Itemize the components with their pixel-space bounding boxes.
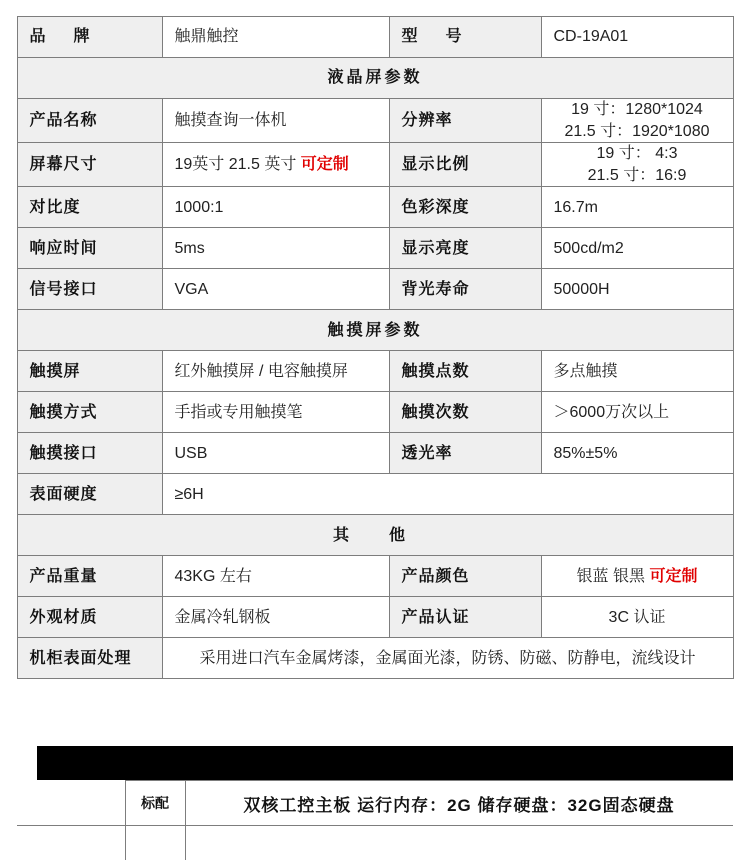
table-row: [17, 826, 733, 860]
value-product-color-text: 银蓝 银黑: [577, 568, 645, 585]
black-banner-bar: [37, 746, 733, 780]
label-aspect-ratio: 显示比例: [389, 143, 541, 187]
table-row: [17, 269, 733, 310]
label-certification: 产品认证: [389, 597, 541, 638]
section-title-touch: 触摸屏参数: [17, 310, 733, 351]
value-touch-count: ＞6000万次以上: [541, 392, 733, 433]
label-cabinet-surface-treatment: 机柜表面处理: [17, 638, 162, 679]
value-aspect-ratio-line1: 19 寸： 4:3: [554, 143, 721, 165]
value-product-color-custom-badge: 可定制: [649, 568, 697, 585]
model-value: CD-19A01: [541, 17, 733, 58]
config-spacer-cell: [17, 781, 125, 826]
bottom-config-section: [17, 746, 733, 860]
value-resolution-line1: 19 寸：1280*1024: [554, 99, 721, 121]
brand-label: 品 牌: [17, 17, 162, 58]
value-certification: 3C 认证: [541, 597, 733, 638]
value-touch-points: 多点触摸: [541, 351, 733, 392]
label-appearance-material: 外观材质: [17, 597, 162, 638]
specification-table: [17, 16, 734, 679]
value-aspect-ratio: [541, 143, 733, 187]
label-screen-size: 屏幕尺寸: [17, 143, 162, 187]
table-row: [17, 433, 733, 474]
value-screen-size-text: 19英寸 21.5 英寸: [175, 156, 297, 173]
table-row: [17, 392, 733, 433]
table-row: [17, 351, 733, 392]
table-row: [17, 143, 733, 187]
label-touch-count: 触摸次数: [389, 392, 541, 433]
label-touch-points: 触摸点数: [389, 351, 541, 392]
table-row-brand-model: [17, 17, 733, 58]
value-signal-interface: VGA: [162, 269, 389, 310]
section-title-lcd: 液晶屏参数: [17, 58, 733, 99]
value-resolution-line2: 21.5 寸：1920*1080: [554, 121, 721, 143]
config-tag: 标配: [125, 781, 185, 826]
value-screen-size-custom-badge: 可定制: [301, 156, 349, 173]
value-product-color: [541, 556, 733, 597]
label-surface-hardness: 表面硬度: [17, 474, 162, 515]
label-touch-screen: 触摸屏: [17, 351, 162, 392]
value-response-time: 5ms: [162, 228, 389, 269]
value-contrast: 1000:1: [162, 187, 389, 228]
label-brightness: 显示亮度: [389, 228, 541, 269]
product-spec-page: [0, 16, 750, 860]
label-color-depth: 色彩深度: [389, 187, 541, 228]
table-row: [17, 781, 733, 826]
value-screen-size: [162, 143, 389, 187]
value-product-weight: 43KG 左右: [162, 556, 389, 597]
table-row: [17, 228, 733, 269]
label-touch-method: 触摸方式: [17, 392, 162, 433]
value-backlight-life: 50000H: [541, 269, 733, 310]
section-title-other: 其 他: [17, 515, 733, 556]
table-row: [17, 474, 733, 515]
value-surface-hardness: ≥6H: [162, 474, 733, 515]
value-resolution: [541, 99, 733, 143]
label-contrast: 对比度: [17, 187, 162, 228]
value-touch-screen: 红外触摸屏 / 电容触摸屏: [162, 351, 389, 392]
label-touch-interface: 触摸接口: [17, 433, 162, 474]
config-spacer-cell-2: [17, 826, 125, 860]
label-product-name: 产品名称: [17, 99, 162, 143]
value-color-depth: 16.7m: [541, 187, 733, 228]
value-appearance-material: 金属冷轧钢板: [162, 597, 389, 638]
value-product-name: 触摸查询一体机: [162, 99, 389, 143]
config-tag-2: [125, 826, 185, 860]
model-label: 型 号: [389, 17, 541, 58]
value-aspect-ratio-line2: 21.5 寸：16:9: [554, 165, 721, 187]
label-resolution: 分辨率: [389, 99, 541, 143]
label-signal-interface: 信号接口: [17, 269, 162, 310]
value-brightness: 500cd/m2: [541, 228, 733, 269]
value-transmittance: 85%±5%: [541, 433, 733, 474]
section-header-lcd: [17, 58, 733, 99]
table-row: [17, 187, 733, 228]
label-response-time: 响应时间: [17, 228, 162, 269]
section-header-touch: [17, 310, 733, 351]
table-row: [17, 99, 733, 143]
table-row: [17, 638, 733, 679]
config-content-2: [185, 826, 733, 860]
label-product-weight: 产品重量: [17, 556, 162, 597]
config-content: 双核工控主板 运行内存：2G 储存硬盘：32G固态硬盘: [185, 781, 733, 826]
value-touch-interface: USB: [162, 433, 389, 474]
label-backlight-life: 背光寿命: [389, 269, 541, 310]
table-row: [17, 597, 733, 638]
brand-value: 触鼎触控: [162, 17, 389, 58]
configuration-table: [17, 780, 733, 860]
section-header-other: [17, 515, 733, 556]
value-touch-method: 手指或专用触摸笔: [162, 392, 389, 433]
label-product-color: 产品颜色: [389, 556, 541, 597]
value-cabinet-surface-treatment: 采用进口汽车金属烤漆，金属面光漆，防锈、防磁、防静电，流线设计: [162, 638, 733, 679]
label-transmittance: 透光率: [389, 433, 541, 474]
table-row: [17, 556, 733, 597]
